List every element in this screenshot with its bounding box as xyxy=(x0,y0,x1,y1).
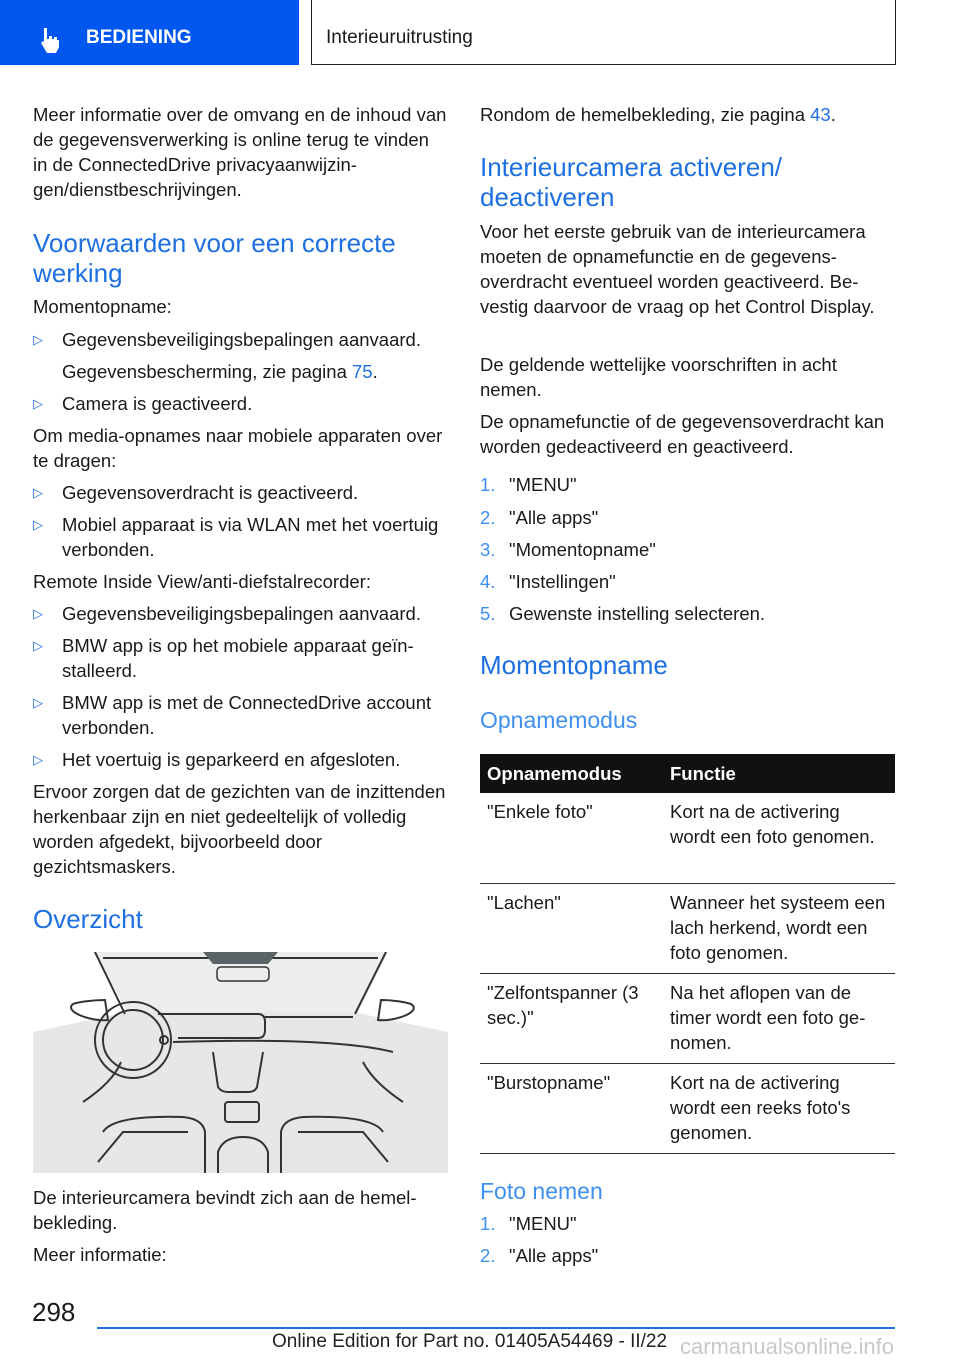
interior-camera-illustration xyxy=(33,952,448,1173)
step-item: 5. Gewenste instelling selecteren. xyxy=(480,603,766,624)
list-item: ▷ BMW app is op het mobiele apparaat geïnstalleerd. xyxy=(33,635,414,681)
table-row xyxy=(480,1063,895,1153)
footer-divider xyxy=(97,1327,895,1329)
page-link[interactable]: 43 xyxy=(810,104,831,125)
section-title: BEDIENING xyxy=(86,27,192,48)
ervoor-text: Ervoor zorgen dat de gezichten van de inzittenden herkenbaar zijn en niet gedeeltelijk of volledig worden afgedekt, bijvoorbeeld door gezichtsmaskers. xyxy=(33,781,446,877)
list-item: ▷ Gegevensbeveiligingsbepalingen aanvaard. xyxy=(33,329,421,350)
list-item: ▷ Mobiel apparaat is via WLAN met het voertuig verbonden. xyxy=(33,514,439,560)
list-item: ▷ Gegevensbeveiligingsbepalingen aanvaard. xyxy=(33,603,421,624)
edition-text: Online Edition for Part no. 01405A54469 - II/22 xyxy=(272,1331,668,1352)
column-header: Opnamemodus xyxy=(480,754,663,793)
step-item: 3. "Momentopname" xyxy=(480,539,656,560)
list-item: ▷ Gegevensoverdracht is geactiveerd. xyxy=(33,482,359,503)
heading-overzicht: Overzicht xyxy=(33,904,143,934)
table-header-row xyxy=(480,754,895,793)
caption-text: De interieurcamera bevindt zich aan de hemelbekleding. xyxy=(33,1187,417,1233)
triangle-bullet-icon: ▷ xyxy=(33,606,43,621)
table-cell: "Zelfontspanner (3 sec.)" xyxy=(480,973,663,1063)
opnamemodus-table xyxy=(480,754,895,1154)
momentopname-label: Momentopname: xyxy=(33,296,172,317)
intro-text: Meer informatie over de omvang en de inhoud van de gegevensverwerking is online terug te vinden in de ConnectedDrive privacyaanwijzingen/dienstbeschrijvingen. xyxy=(33,104,447,200)
page-link[interactable]: 75 xyxy=(352,361,373,382)
meer-informatie-label: Meer informatie: xyxy=(33,1244,167,1265)
activeren-text: Voor het eerste gebruik van de interieurcamera moeten de opnamefunctie en de gegevensoverdracht eventueel worden geactiveerd. Bevestig daarvoor de vraag op het Control Display. xyxy=(480,221,875,317)
heading-activeren: Interieurcamera activeren/ deactiveren xyxy=(480,152,783,212)
list-item: ▷ Het voertuig is geparkeerd en afgesloten. xyxy=(33,749,401,770)
table-cell: "Lachen" xyxy=(480,883,663,973)
triangle-bullet-icon: ▷ xyxy=(33,485,43,500)
table-row xyxy=(480,973,895,1063)
remote-label: Remote Inside View/anti-diefstalrecorder: xyxy=(33,571,371,592)
step-item: 2. "Alle apps" xyxy=(480,507,599,528)
list-item: ▷ BMW app is met de ConnectedDrive account verbonden. xyxy=(33,692,432,738)
legal-text: De geldende wettelijke voorschriften in acht nemen. xyxy=(480,354,837,400)
page-number: 298 xyxy=(32,1297,76,1327)
triangle-bullet-icon: ▷ xyxy=(33,396,43,411)
triangle-bullet-icon: ▷ xyxy=(33,638,43,653)
table-cell: Kort na de activering wordt een foto genomen. xyxy=(663,793,895,883)
triangle-bullet-icon: ▷ xyxy=(33,752,43,767)
triangle-bullet-icon: ▷ xyxy=(33,695,43,710)
heading-voorwaarden: Voorwaarden voor een correcte werking xyxy=(33,228,396,288)
step-item: 1. "MENU" xyxy=(480,1213,577,1234)
column-header: Functie xyxy=(663,754,895,793)
table-cell: "Burstopname" xyxy=(480,1063,663,1153)
triangle-bullet-icon: ▷ xyxy=(33,517,43,532)
watermark: carmanualsonline.info xyxy=(680,1334,895,1359)
deactivate-text: De opnamefunctie of de gegevensoverdracht kan worden gedeactiveerd en geactiveerd. xyxy=(480,411,885,457)
table-cell: "Enkele foto" xyxy=(480,793,663,883)
table-row xyxy=(480,793,895,883)
privacy-reference: Gegevensbescherming, zie pagina 75. xyxy=(62,361,378,382)
list-item: ▷ Camera is geactiveerd. xyxy=(33,393,253,414)
step-item: 1. "MENU" xyxy=(480,474,577,495)
triangle-bullet-icon: ▷ xyxy=(33,332,43,347)
table-cell: Na het aflopen van de timer wordt een foto genomen. xyxy=(663,973,895,1063)
table-cell: Wanneer het systeem een lach herkend, wordt een foto genomen. xyxy=(663,883,895,973)
heading-opnamemodus: Opnamemodus xyxy=(480,707,638,733)
chapter-box xyxy=(311,0,896,65)
table-row xyxy=(480,883,895,973)
heading-momentopname: Momentopname xyxy=(480,650,668,680)
step-item: 2. "Alle apps" xyxy=(480,1245,599,1266)
section-tab xyxy=(0,0,299,65)
rondom-reference: Rondom de hemelbekleding, zie pagina 43. xyxy=(480,104,836,125)
chapter-title: Interieuruitrusting xyxy=(326,27,473,48)
hand-pointer-icon xyxy=(40,27,64,53)
step-item: 4. "Instellingen" xyxy=(480,571,616,592)
heading-foto-nemen: Foto nemen xyxy=(480,1178,603,1204)
media-label: Om media-opnames naar mobiele apparaten over te dragen: xyxy=(33,425,443,471)
table-cell: Kort na de activering wordt een reeks foto's genomen. xyxy=(663,1063,895,1153)
